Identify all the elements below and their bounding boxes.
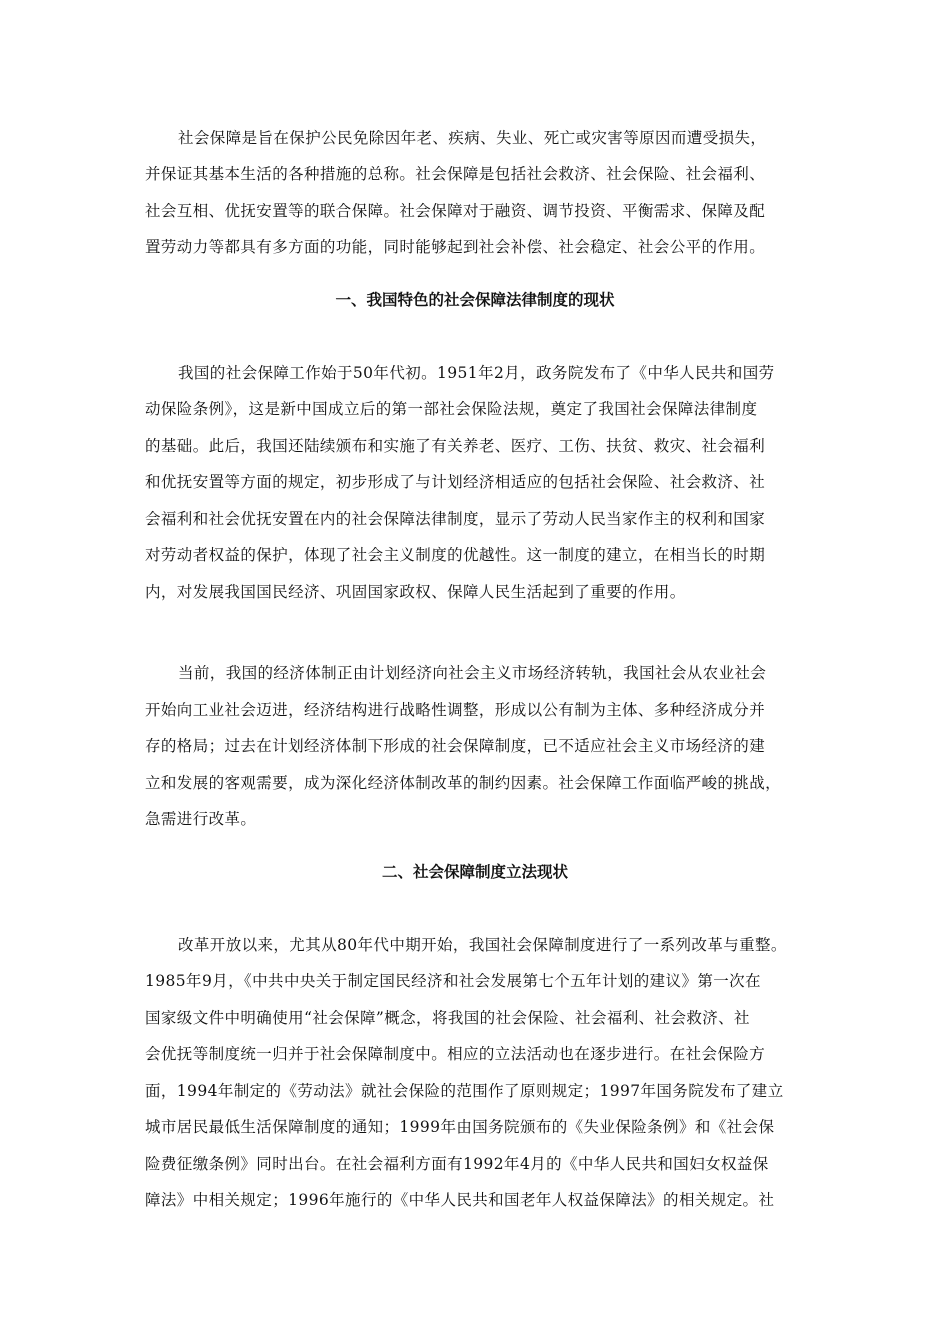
section-heading-1: 一、我国特色的社会保障法律制度的现状 — [335, 291, 615, 309]
text-line: 对劳动者权益的保护，体现了社会主义制度的优越性。这一制度的建立，在相当长的时期 — [145, 546, 766, 564]
text-line: 城市居民最低生活保障制度的通知；1999年由国务院颁布的《失业保险条例》和《社会保 — [145, 1118, 775, 1136]
text-line: 存的格局；过去在计划经济体制下形成的社会保障制度，已不适应社会主义市场经济的建 — [145, 737, 766, 755]
text-line: 面，1994年制定的《劳动法》就社会保险的范围作了原则规定；1997年国务院发布了建立 — [145, 1082, 784, 1100]
text-line: 立和发展的客观需要，成为深化经济体制改革的制约因素。社会保障工作面临严峻的挑战， — [145, 774, 782, 792]
text-line: 置劳动力等都具有多方面的功能，同时能够起到社会补偿、社会稳定、社会公平的作用。 — [145, 238, 766, 256]
text-line: 障法》中相关规定；1996年施行的《中华人民共和国老年人权益保障法》的相关规定。社 — [145, 1191, 775, 1209]
text-line: 社会保障是旨在保护公民免除因年老、疾病、失业、死亡或灾害等原因而遭受损失， — [178, 129, 767, 147]
text-line: 社会互相、优抚安置等的联合保障。社会保障对于融资、调节投资、平衡需求、保障及配 — [145, 202, 766, 220]
text-line: 会福利和社会优抚安置在内的社会保障法律制度，显示了劳动人民当家作主的权利和国家 — [145, 510, 766, 528]
text-line: 1985年9月，《中共中央关于制定国民经济和社会发展第七个五年计划的建议》第一次在 — [145, 972, 761, 990]
text-line: 我国的社会保障工作始于50年代初。1951年2月，政务院发布了《中华人民共和国劳 — [178, 364, 775, 382]
text-line: 并保证其基本生活的各种措施的总称。社会保障是包括社会救济、社会保险、社会福利、 — [145, 165, 766, 183]
text-line: 动保险条例》，这是新中国成立后的第一部社会保险法规，奠定了我国社会保障法律制度 — [145, 400, 758, 418]
text-line: 的基础。此后，我国还陆续颁布和实施了有关养老、医疗、工伤、扶贫、救灾、社会福利 — [145, 437, 766, 455]
text-line: 险费征缴条例》同时出台。在社会福利方面有1992年4月的《中华人民共和国妇女权益保 — [145, 1155, 769, 1173]
text-line: 内，对发展我国国民经济、巩固国家政权、保障人民生活起到了重要的作用。 — [145, 583, 686, 601]
section-heading-2: 二、社会保障制度立法现状 — [381, 863, 568, 881]
text-line: 急需进行改革。 — [145, 810, 257, 828]
text-line: 开始向工业社会迈进，经济结构进行战略性调整，形成以公有制为主体、多种经济成分并 — [145, 701, 766, 719]
text-line: 会优抚等制度统一归并于社会保障制度中。相应的立法活动也在逐步进行。在社会保险方 — [145, 1045, 766, 1063]
text-line: 改革开放以来，尤其从80年代中期开始，我国社会保障制度进行了一系列改革与重整。 — [178, 936, 787, 954]
text-line: 和优抚安置等方面的规定，初步形成了与计划经济相适应的包括社会保险、社会救济、社 — [145, 473, 766, 491]
text-line: 当前，我国的经济体制正由计划经济向社会主义市场经济转轨，我国社会从农业社会 — [178, 664, 767, 682]
text-line: 国家级文件中明确使用“社会保障”概念，将我国的社会保险、社会福利、社会救济、社 — [145, 1009, 750, 1027]
